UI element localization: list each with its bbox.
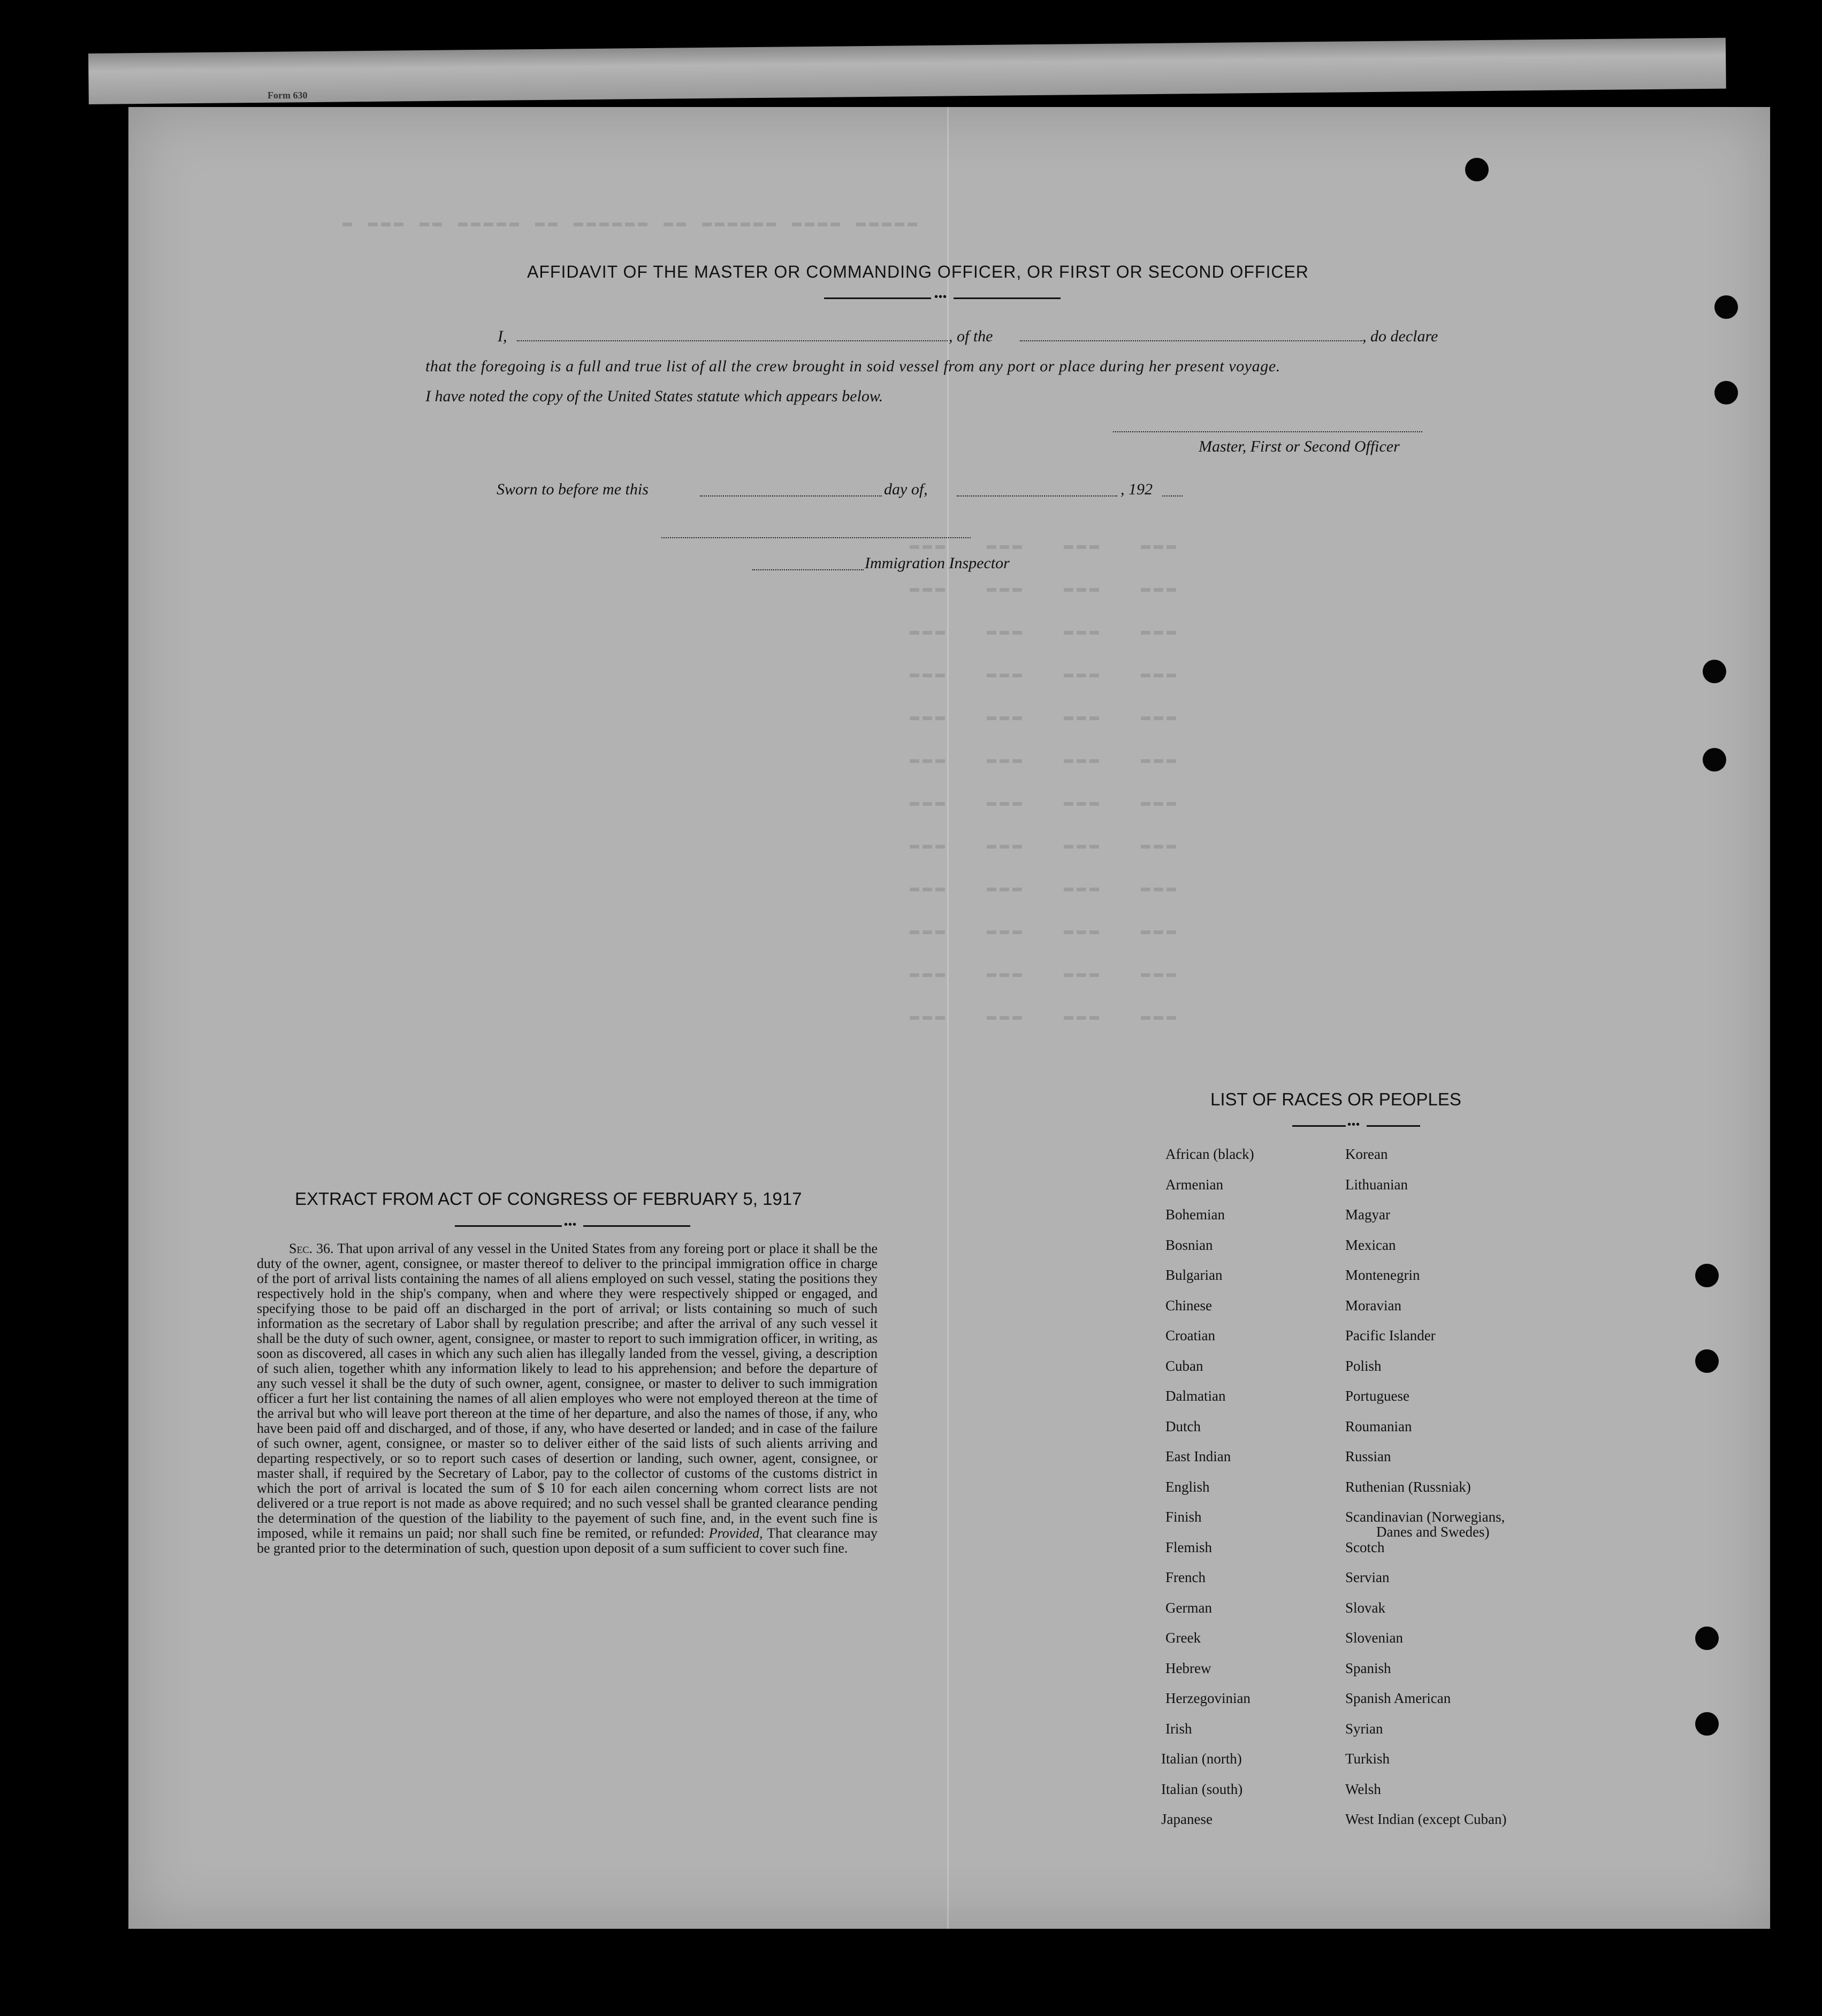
extract-body <box>257 1241 878 1556</box>
race-item: French <box>1165 1569 1206 1585</box>
inspector-name-field[interactable] <box>752 569 864 570</box>
provided-label: Provided, <box>708 1525 763 1541</box>
sworn-year-field[interactable] <box>1162 495 1183 497</box>
race-item: Slovak <box>1345 1599 1386 1616</box>
title-ornament <box>1292 1125 1346 1127</box>
race-item: Spanish <box>1345 1660 1391 1676</box>
race-item: Greek <box>1165 1630 1201 1646</box>
race-item: Dutch <box>1165 1418 1201 1434</box>
race-item: African (black) <box>1165 1146 1254 1162</box>
vessel-name-field[interactable] <box>1020 340 1362 341</box>
affidavit-statement: that the foregoing is a full and true list of all the crew brought in soid vessel from any port or place during her present voyage. <box>425 357 1280 375</box>
race-item: East Indian <box>1165 1448 1231 1464</box>
race-item: Mexican <box>1345 1236 1396 1253</box>
title-ornament <box>455 1225 562 1227</box>
punch-hole <box>1714 381 1738 404</box>
punch-hole <box>1695 1712 1719 1736</box>
race-item: Lithuanian <box>1345 1176 1408 1193</box>
bleed-through: ▬▬▬ ▬▬▬ ▬▬▬ ▬▬▬ ▬▬▬ ▬▬▬ ▬▬▬ ▬▬▬ ▬▬▬ ▬▬▬ ▬▬▬ ▬▬▬ ▬▬▬ ▬▬▬ ▬▬▬ ▬▬▬ ▬▬▬ ▬▬▬ ▬▬▬ ▬▬▬ ▬▬▬ ▬▬▬ ▬▬▬ ▬▬▬ ▬▬▬ ▬▬▬ ▬▬▬ ▬▬▬ ▬▬▬ ▬▬▬ ▬▬▬ ▬▬▬ ▬▬▬ ▬▬▬ ▬▬▬ ▬▬▬ ▬▬▬ ▬▬▬ ▬▬▬ ▬▬▬ ▬▬▬ ▬▬▬ ▬▬▬ ▬▬▬ ▬▬▬ ▬▬▬ ▬▬▬ ▬▬▬ <box>910 537 1180 1026</box>
scan-top-strip <box>88 38 1726 104</box>
race-item: Flemish <box>1165 1539 1213 1555</box>
race-item: Bosnian <box>1165 1236 1213 1253</box>
day-of-label: day of, <box>884 480 928 498</box>
race-item: Korean <box>1345 1146 1388 1162</box>
race-item: Chinese <box>1165 1297 1212 1314</box>
race-item: Italian (south) <box>1161 1781 1243 1797</box>
affidavit-title: AFFIDAVIT OF THE MASTER OR COMMANDING OFFICER, OR FIRST OR SECOND OFFICER <box>527 262 1309 281</box>
race-item: Moravian <box>1345 1297 1401 1314</box>
race-item: German <box>1165 1599 1212 1616</box>
race-item: Polish <box>1345 1357 1382 1374</box>
race-item: Italian (north) <box>1161 1751 1242 1767</box>
title-ornament <box>824 297 931 299</box>
section-text-end: That clearance may be granted prior to the determination of such, question upon deposit of a sum sufficient to cover such fine. <box>257 1525 878 1556</box>
race-item: West Indian (except Cuban) <box>1345 1811 1507 1827</box>
punch-hole <box>1695 1264 1719 1287</box>
race-item: Japanese <box>1161 1811 1213 1827</box>
punch-hole <box>1465 158 1489 181</box>
race-item: Danes and Swedes) <box>1376 1524 1490 1540</box>
sworn-day-field[interactable] <box>700 495 882 497</box>
race-item: Hebrew <box>1165 1660 1211 1676</box>
title-ornament-dots: ••• <box>1347 1119 1361 1131</box>
affidavit-declare: , do declare <box>1362 327 1438 345</box>
affidavit-of-the: , of the <box>949 327 993 345</box>
race-item: Dalmatian <box>1165 1388 1226 1404</box>
form-number: Form 630 <box>268 90 308 101</box>
punch-hole <box>1703 748 1726 772</box>
master-signature-label: Master, First or Second Officer <box>1199 438 1400 455</box>
sworn-label: Sworn to before me this <box>497 480 649 498</box>
master-name-field[interactable] <box>517 340 948 341</box>
race-item: Portuguese <box>1345 1388 1409 1404</box>
races-title: LIST OF RACES OR PEOPLES <box>1210 1089 1461 1109</box>
race-item: Bohemian <box>1165 1206 1225 1223</box>
affidavit-i: I, <box>498 327 507 345</box>
master-signature-field[interactable] <box>1113 431 1422 432</box>
race-item: Irish <box>1165 1720 1192 1737</box>
race-item: Slovenian <box>1345 1630 1403 1646</box>
title-ornament-dots: ••• <box>934 291 948 303</box>
race-item: Cuban <box>1165 1357 1203 1374</box>
race-item: Scandinavian (Norwegians, <box>1345 1509 1505 1525</box>
race-item: Ruthenian (Russniak) <box>1345 1478 1471 1495</box>
affidavit-statute-note: I have noted the copy of the United States statute which appears below. <box>425 387 883 405</box>
bleed-through: ▬ ▬▬▬ ▬▬ ▬▬▬▬▬ ▬▬ ▬▬▬▬▬▬ ▬▬ ▬▬▬▬▬▬ ▬▬▬▬ ▬▬▬▬▬ <box>342 214 921 232</box>
year-label: , 192 <box>1120 480 1153 498</box>
inspector-label: Immigration Inspector <box>865 554 1010 572</box>
punch-hole <box>1695 1349 1719 1373</box>
race-item: Armenian <box>1165 1176 1223 1193</box>
race-item: Servian <box>1345 1569 1390 1585</box>
race-item: Spanish American <box>1345 1690 1451 1706</box>
race-item: Pacific Islander <box>1345 1327 1436 1343</box>
race-item: Turkish <box>1345 1751 1390 1767</box>
punch-hole <box>1695 1626 1719 1650</box>
race-item: Welsh <box>1345 1781 1381 1797</box>
race-item: Magyar <box>1345 1206 1390 1223</box>
race-item: Montenegrin <box>1345 1267 1420 1283</box>
race-item: Roumanian <box>1345 1418 1412 1434</box>
section-text: That upon arrival of any vessel in the United States from any foreing port or place it shall be the duty of the owner, agent, consignee, or master thereof to deliver to the principal immigration office in charge of the port of arrival lists containing the names of all aliens employed on such vessel, stating the positions they respectively hold in the ship's company, when and where they were respectively shipped or engaged, and specifying those to be paid off an discharged in the port of arrival; or lists containing so much of such information as the secretary of Labor shall by regulation prescribe; and after the arrival of any such vessel it shall be the duty of such owner, agent, consignee, or master to report to such immigration officer, in writing, as soon as discovered, all cases in which any such alien has illegally landed from the vessel, giving, a description of such alien, together whith any information likely to lead to his apprehension; and before the departure of any such vessel it shall be the duty of such owner, agent, consignee, or master to deliver to such immigration officer a furt her list containing the names of all alien employes who were not employed thereon at the time of the arrival but who will leave port thereon at the time of her departure, and also the names of those, if any, who have been paid off and discharged, and of those, if any, who have deserted or landed; and in case of the failure of such owner, agent, consignee, or master so to deliver either of the said lists of such alients arriving and departing respectively, or so to report such cases of desertion or landing, such owner, agent, consignee, or master shall, if required by the Secretary of Labor, pay to the collector of customs of the customs district in which the port of arrival is located the sum of $ 10 for each ailen concerning whom correct lists are not delivered or a true report is not made as above required; and no such vessel shall be granted clearance pending the determination of the question of the liability to the payement of such fine, and, in the event such fine is imposed, while it remains un paid; nor shall such fine be remited, or refunded: <box>257 1241 878 1541</box>
title-ornament <box>583 1225 690 1227</box>
race-item: Croatian <box>1165 1327 1215 1343</box>
title-ornament <box>1367 1125 1420 1127</box>
punch-hole <box>1714 295 1738 319</box>
extract-title: EXTRACT FROM ACT OF CONGRESS OF FEBRUARY 5, 1917 <box>295 1189 802 1209</box>
race-item: Russian <box>1345 1448 1391 1464</box>
race-item: Finish <box>1165 1509 1202 1525</box>
race-item: Bulgarian <box>1165 1267 1223 1283</box>
section-label: Sec. 36. <box>289 1241 334 1256</box>
title-ornament <box>954 297 1061 299</box>
race-item: Herzegovinian <box>1165 1690 1251 1706</box>
inspector-signature-field[interactable] <box>661 537 971 538</box>
title-ornament-dots: ••• <box>564 1219 577 1231</box>
race-item: English <box>1165 1478 1210 1495</box>
punch-hole <box>1703 660 1726 683</box>
race-item: Scotch <box>1345 1539 1385 1555</box>
sworn-month-field[interactable] <box>957 495 1117 497</box>
race-item: Syrian <box>1345 1720 1383 1737</box>
